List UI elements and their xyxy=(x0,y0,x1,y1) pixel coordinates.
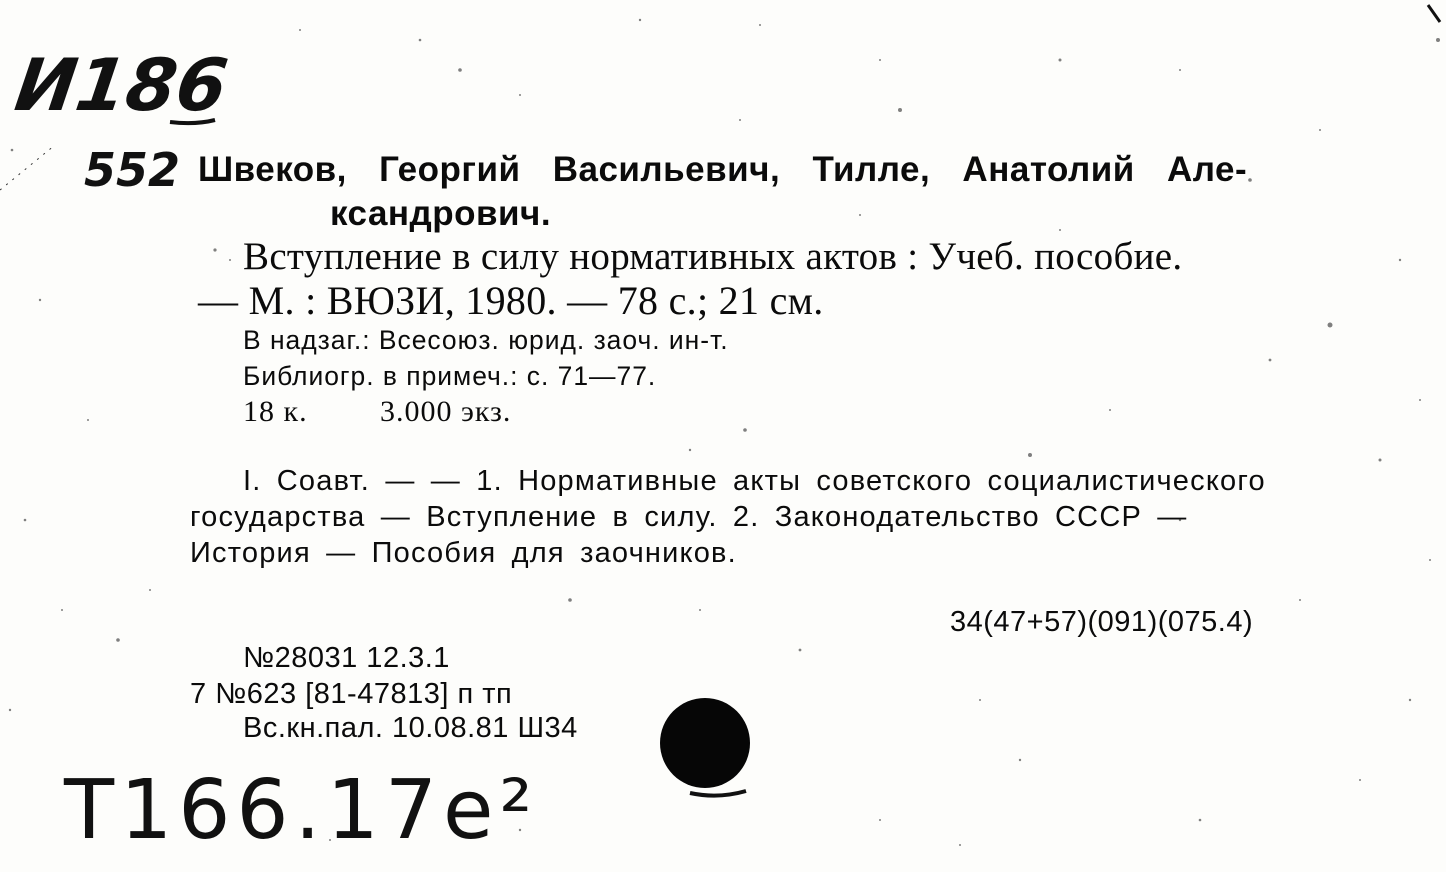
tracing-line-2: государства — Вступление в силу. 2. Законодательство СССР — xyxy=(190,501,1188,533)
author-line-2: ксандрович. xyxy=(330,194,552,233)
tracing-line-1: I. Соавт. — — 1. Нормативные акты советского социалистического xyxy=(243,465,1266,497)
handwritten-top-code xyxy=(10,30,233,130)
classification-index: 34(47+57)(091)(075.4) xyxy=(950,606,1254,638)
note-institution: В надзаг.: Всесоюз. юрид. заоч. ин-т. xyxy=(243,325,729,355)
handwritten-shelfmark xyxy=(60,750,580,860)
handwritten-number xyxy=(82,140,212,200)
note-bibliography: Библиогр. в примеч.: с. 71—77. xyxy=(243,361,657,391)
order-line: 7 №623 [81-47813] п тп xyxy=(190,678,513,710)
tracing-line-3: История — Пособия для заочников. xyxy=(190,537,737,569)
record-number: №28031 12.3.1 xyxy=(243,642,450,674)
book-chamber-line: Вс.кн.пал. 10.08.81 Ш34 xyxy=(243,712,578,744)
hole-underline xyxy=(688,785,748,801)
publication-details: — М. : ВЮЗИ, 1980. — 78 с.; 21 см. xyxy=(198,278,824,323)
note-price: 18 к. xyxy=(243,395,308,428)
author-line-1: Швеков, Георгий Васильевич, Тилле, Анатолий Але- xyxy=(198,150,1248,189)
svg-text:И186: И186 xyxy=(10,44,233,128)
svg-text:Т166.17е²: Т166.17е² xyxy=(64,763,539,858)
punch-hole xyxy=(660,698,750,788)
book-title: Вступление в силу нормативных актов : Учеб. пособие. xyxy=(243,235,1183,278)
note-copies: 3.000 экз. xyxy=(380,395,512,428)
svg-text:552: 552 xyxy=(84,143,181,197)
